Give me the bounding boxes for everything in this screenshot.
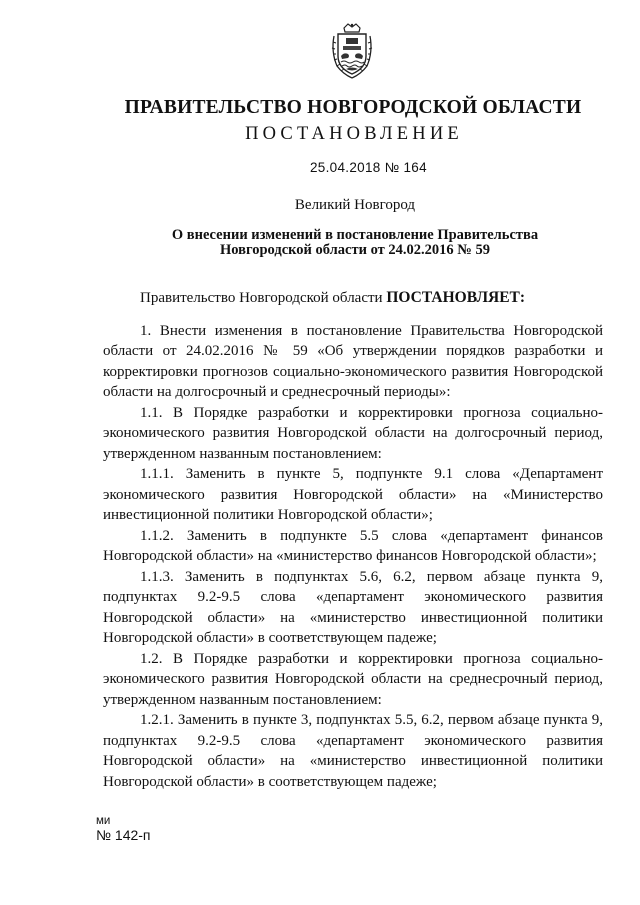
paragraph-1-2: 1.2. В Порядке разработки и корректировки прогноза социально-экономического развития Новгородской области на среднесрочный период, утвержденном названным постановлением: xyxy=(103,650,603,708)
footer-initials: ми xyxy=(96,815,111,827)
subject-line-1: О внесении изменений в постановление Правительства xyxy=(171,227,539,243)
coat-of-arms-icon xyxy=(329,22,375,80)
paragraph-1: 1. Внести изменения в постановление Правительства Новгородской области от 24.02.2016 № 59 «Об утверждении порядков разработки и корректировки прогнозов социально-экономического развития Новгородской области на долгосрочный и среднесрочный периоды»: xyxy=(103,322,603,400)
government-title: ПРАВИТЕЛЬСТВО НОВГОРОДСКОЙ ОБЛАСТИ xyxy=(124,97,582,118)
paragraph-1-2-1: 1.2.1. Заменить в пункте 3, подпунктах 5.5, 6.2, первом абзаце пункта 9, подпунктах 9.2-9.5 слова «департамент экономического развития Новгородской области» на «министерство инвестиционной политики Новгородской области» в соответствующем падеже; xyxy=(103,712,603,790)
preamble-text: Правительство Новгородской области xyxy=(140,290,387,306)
subject-line-2: Новгородской области от 24.02.2016 № 59 xyxy=(220,242,490,258)
preamble-resolves: ПОСТАНОВЛЯЕТ: xyxy=(386,289,526,306)
document-city: Великий Новгород xyxy=(294,197,416,213)
footer-reference xyxy=(96,814,151,842)
document-body xyxy=(103,288,603,792)
paragraph-1-1-1: 1.1.1. Заменить в пункте 5, подпункте 9.1 слова «Департамент экономического развития Новгородской области» на «Министерство инвестиционной политики Новгородской области»; xyxy=(103,466,603,523)
paragraph-1-1-2: 1.1.2. Заменить в подпункте 5.5 слова «департамент финансов Новгородской области» на «министерство финансов Новгородской области»; xyxy=(103,527,603,564)
document-type: ПОСТАНОВЛЕНИЕ xyxy=(245,124,463,144)
document-date-number: 25.04.2018 № 164 xyxy=(310,160,427,175)
document-subject xyxy=(0,228,640,258)
paragraph-1-1-3: 1.1.3. Заменить в подпунктах 5.6, 6.2, первом абзаце пункта 9, подпунктах 9.2-9.5 слова «департамент экономического развития Новгородской области» на «министерство инвестиционной политики Новгородской области» в соответствующем падеже; xyxy=(103,568,603,646)
footer-ref-number: № 142-п xyxy=(96,827,151,843)
paragraph-1-1: 1.1. В Порядке разработки и корректировки прогноза социально-экономического развития Новгородской области на долгосрочный период, утвержденном названным постановлением: xyxy=(103,404,603,462)
preamble xyxy=(103,288,603,309)
